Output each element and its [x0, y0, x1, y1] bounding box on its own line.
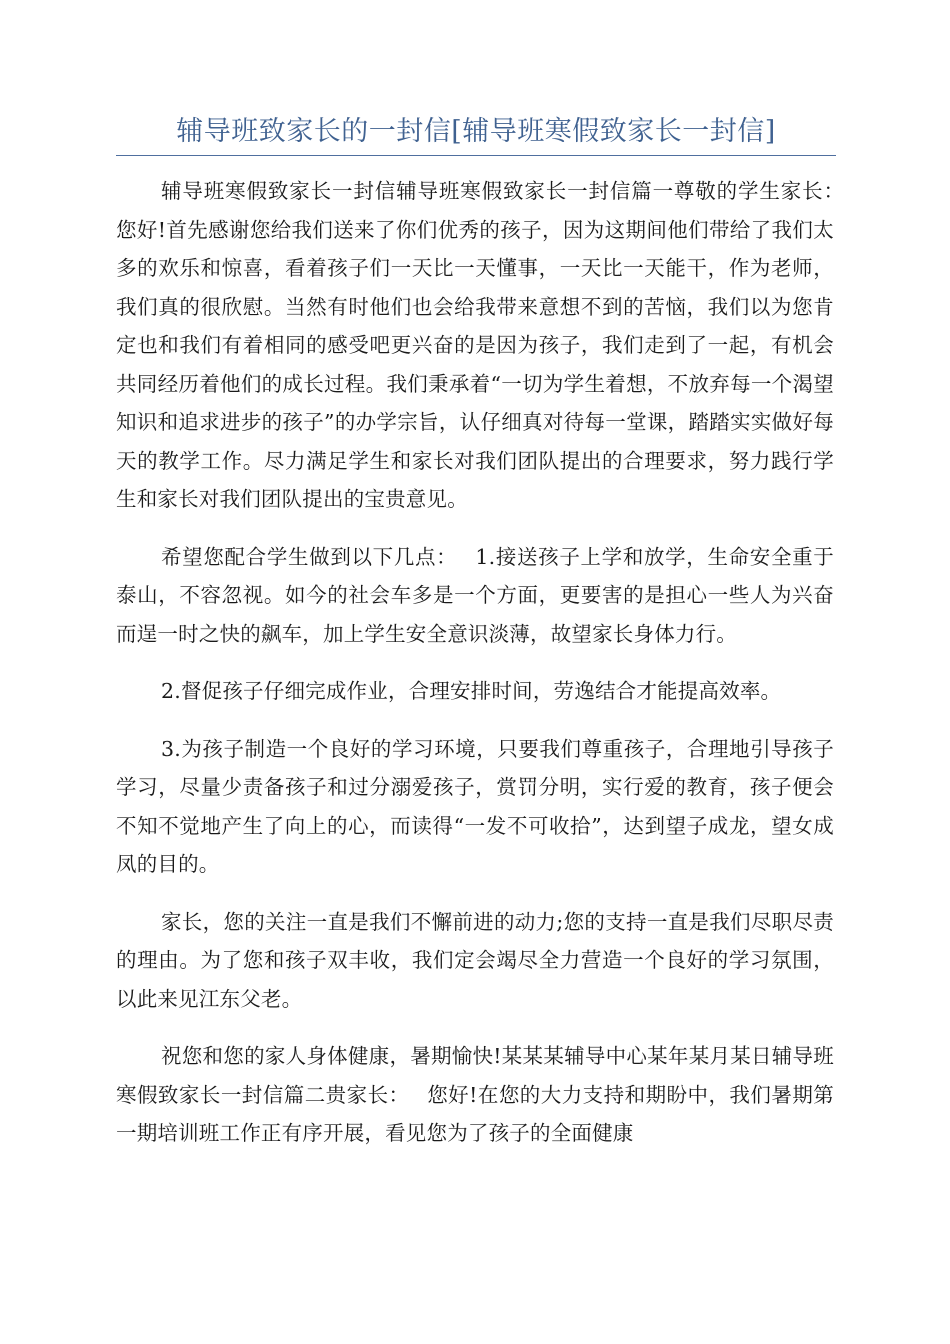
document-body — [116, 172, 862, 1172]
paragraph-point-1: 希望您配合学生做到以下几点： 1.接送孩子上学和放学，生命安全重于泰山，不容忽视。如今的社会车多是一个方面，更要害的是担心一些人为兴奋而逞一时之快的飙车，加上学生安全意识淡薄，故望家长身体力行。 — [116, 544, 834, 646]
paragraph-point-3: 3.为孩子制造一个良好的学习环境，只要我们尊重孩子，合理地引导孩子学习，尽量少责备孩子和过分溺爱孩子，赏罚分明，实行爱的教育，孩子便会不知不觉地产生了向上的心，而读得“一发不可收拾”，达到望子成龙，望女成凤的目的。 — [116, 736, 834, 876]
paragraph-signoff: 祝您和您的家人身体健康，暑期愉快!某某某辅导中心某年某月某日辅导班寒假致家长一封信篇二贵家长： 您好!在您的大力支持和期盼中，我们暑期第一期培训班工作正有序开展，看见您为了孩子的全面健康 — [116, 1044, 834, 1145]
paragraph-point-2: 2.督促孩子仔细完成作业，合理安排时间，劳逸结合才能提高效率。 — [161, 679, 782, 703]
paragraph-intro: 辅导班寒假致家长一封信辅导班寒假致家长一封信篇一尊敬的学生家长： 您好!首先感谢您给我们送来了你们优秀的孩子，因为这期间他们带给了我们太多的欢乐和惊喜，看着孩子们一天比一天懂事，一天比一天能干，作为老师，我们真的很欣慰。当然有时他们也会给我带来意想不到的苦恼，我们以为您肯定也和我们有着相同的感受吧更兴奋的是因为孩子，我们走到了一起，有机会共同经历着他们的成长过程。我们秉承着“一切为学生着想，不放弃每一个渴望知识和追求进步的孩子”的办学宗旨，认仔细真对待每一堂课，踏踏实实做好每天的教学工作。尽力满足学生和家长对我们团队提出的合理要求，努力践行学生和家长对我们团队提出的宝贵意见。 — [116, 179, 862, 511]
document-title: 辅导班致家长的一封信[辅导班寒假致家长一封信] — [176, 116, 776, 147]
paragraph-closing: 家长，您的关注一直是我们不懈前进的动力;您的支持一直是我们尽职尽责的理由。为了您和孩子双丰收，我们定会竭尽全力营造一个良好的学习氛围，以此来见江东父老。 — [116, 909, 834, 1011]
title-underline — [116, 155, 836, 156]
